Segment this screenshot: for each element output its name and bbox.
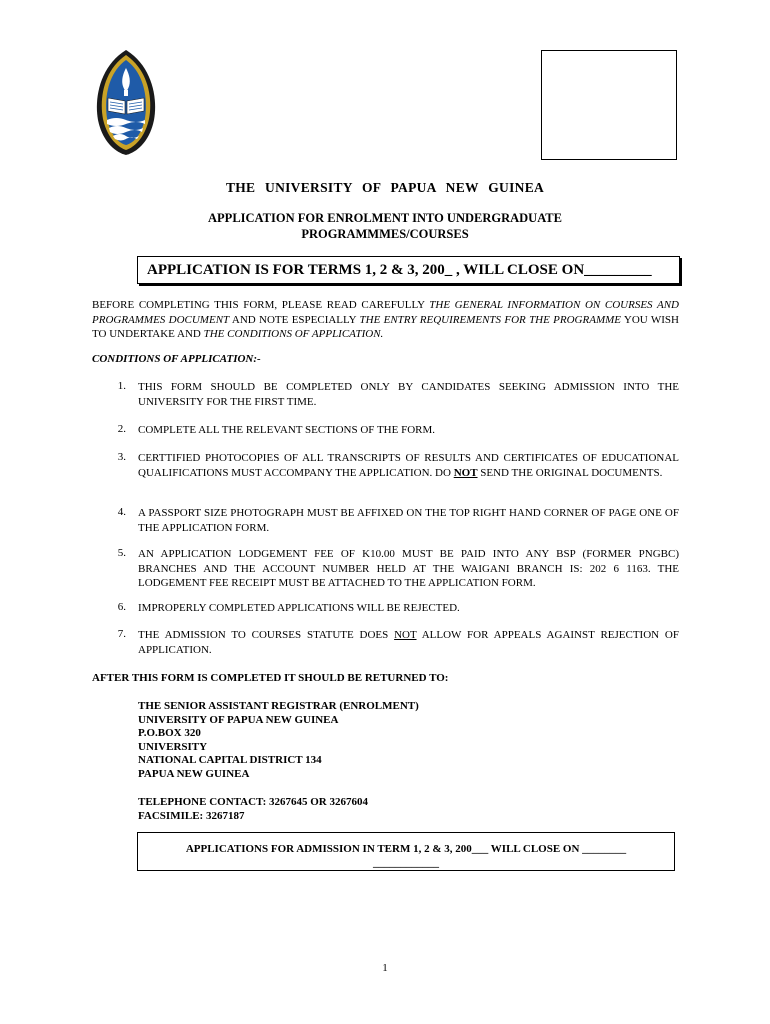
condition-number: 7. <box>117 628 126 640</box>
address-line: THE SENIOR ASSISTANT REGISTRAR (ENROLMENT) <box>138 700 419 712</box>
intro-text-1: BEFORE COMPLETING THIS FORM, PLEASE READ CAREFULLY <box>92 299 430 311</box>
condition-text: IMPROPERLY COMPLETED APPLICATIONS WILL BE REJECTED. <box>138 602 460 614</box>
intro-paragraph <box>92 298 679 342</box>
application-title: APPLICATION FOR ENROLMENT INTO UNDERGRADUATE PROGRAMMMES/COURSES <box>208 211 562 241</box>
intro-text-6: THE CONDITIONS OF APPLICATION. <box>203 328 384 340</box>
closing-date-box <box>137 832 675 871</box>
condition-text: A PASSPORT SIZE PHOTOGRAPH MUST BE AFFIXED ON THE TOP RIGHT HAND CORNER OF PAGE ONE OF THE APPLICATION FORM. <box>138 507 679 534</box>
condition-number: 5. <box>117 547 126 559</box>
condition-text-part: THE ADMISSION TO COURSES STATUTE DOES <box>138 629 395 641</box>
condition-text <box>138 628 679 657</box>
terms-banner-box <box>137 256 680 284</box>
terms-banner-text: APPLICATION IS FOR TERMS 1, 2 & 3, 200_ , WILL CLOSE ON_________ <box>147 262 652 278</box>
facsimile-line: FACSIMILE: 3267187 <box>138 809 245 822</box>
university-crest-logo <box>92 48 160 156</box>
address-line: PAPUA NEW GUINEA <box>138 767 250 780</box>
condition-text: COMPLETE ALL THE RELEVANT SECTIONS OF THE FORM. <box>138 424 436 436</box>
passport-photo-box <box>541 50 677 160</box>
intro-text-5: YOU WISH TO UNDERTAKE AND <box>92 313 679 340</box>
return-heading: AFTER THIS FORM IS COMPLETED IT SHOULD BE RETURNED TO: <box>92 672 449 684</box>
condition-number: 4. <box>117 506 126 518</box>
address-line: UNIVERSITY <box>138 740 208 753</box>
condition-number: 6. <box>117 601 126 613</box>
closing-line-1: APPLICATIONS FOR ADMISSION IN TERM 1, 2 & 3, 200___ WILL CLOSE ON ________ <box>185 843 627 855</box>
closing-date-text <box>146 842 666 870</box>
address-line: P.O.BOX 320 <box>138 727 201 740</box>
university-title: THE UNIVERSITY OF PAPUA NEW GUINEA <box>225 180 545 195</box>
mailing-address <box>138 700 419 782</box>
condition-number: 2. <box>117 423 126 435</box>
contact-info <box>138 796 368 823</box>
telephone-line: TELEPHONE CONTACT: 3267645 OR 3267604 <box>138 796 368 808</box>
closing-line-2: ____________ <box>373 857 439 869</box>
page-number: 1 <box>382 962 388 974</box>
condition-number: 3. <box>117 451 126 463</box>
condition-text-part: CERTTIFIED PHOTOCOPIES OF ALL TRANSCRIPTS OF RESULTS AND CERTIFICATES OF EDUCATIONAL QUALIFICATIONS MUST ACCOMPANY THE APPLICATION. DO <box>138 452 679 479</box>
intro-text-4: THE ENTRY REQUIREMENTS FOR THE PROGRAMME <box>359 313 621 326</box>
condition-emphasis: NOT <box>394 629 417 641</box>
conditions-heading: CONDITIONS OF APPLICATION:- <box>92 353 261 365</box>
condition-text-part: ALLOW FOR APPEALS AGAINST REJECTION OF APPLICATION. <box>138 629 679 656</box>
condition-text: THIS FORM SHOULD BE COMPLETED ONLY BY CANDIDATES SEEKING ADMISSION INTO THE UNIVERSITY FOR THE FIRST TIME. <box>138 381 679 408</box>
address-line: NATIONAL CAPITAL DISTRICT 134 <box>138 754 322 767</box>
condition-number: 1. <box>117 380 126 392</box>
intro-text-3: AND NOTE ESPECIALLY <box>229 313 360 326</box>
address-line: UNIVERSITY OF PAPUA NEW GUINEA <box>138 713 339 726</box>
condition-text-part: SEND THE ORIGINAL DOCUMENTS. <box>477 466 663 479</box>
condition-text <box>138 451 679 480</box>
condition-text: AN APPLICATION LODGEMENT FEE OF K10.00 MUST BE PAID INTO ANY BSP (FORMER PNGBC) BRANCHES AND THE ACCOUNT NUMBER HELD AT THE WAIGANI BRANCH IS: 202 6 1163. THE LODGEMENT FEE RECEIPT MUST BE ATTACHED TO THE APPLICATION FORM. <box>138 548 679 589</box>
intro-text-2: THE GENERAL INFORMATION ON COURSES AND PROGRAMMES DOCUMENT <box>92 299 679 326</box>
condition-emphasis: NOT <box>453 466 478 479</box>
